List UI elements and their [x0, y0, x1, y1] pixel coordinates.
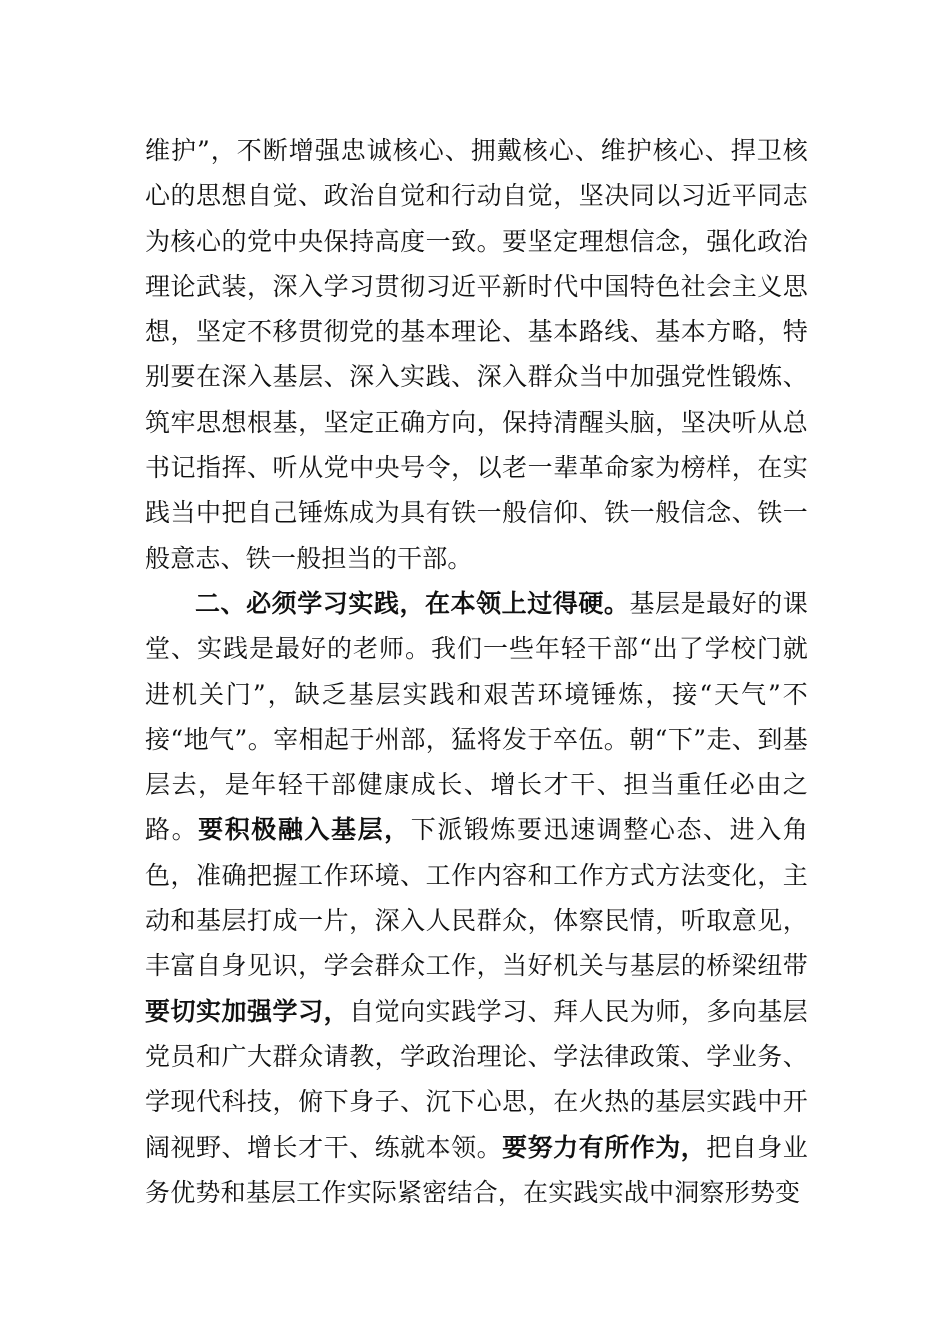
- bold-phrase-3: 要努力有所作为，: [502, 1132, 707, 1162]
- paragraph-1-text: 维护”，不断增强忠诚核心、拥戴核心、维护核心、捍卫核心的思想自觉、政治自觉和行动自觉，坚决同以习近平同志为核心的党中央保持高度一致。要坚定理想信念，强化政治理论武装，深入学习贯彻习近平新时代中国特色社会主义思想，坚定不移贯彻党的基本理论、基本路线、基本方略，特别要在深入基层、深入实践、深入群众当中加强党性锻炼、筑牢思想根基，坚定正确方向，保持清醒头脑，坚决听从总书记指挥、听从党中央号令，以老一辈革命家为榜样，在实践当中把自己锤炼成为具有铁一般信仰、铁一般信念、铁一般意志、铁一般担当的干部。: [145, 136, 808, 573]
- document-body: [145, 128, 808, 1215]
- paragraph-1: [145, 128, 808, 581]
- paragraph-2-text-4: 把自身业务优势和基层工作实际紧密结合，在实践实战中洞察形势变: [145, 1132, 808, 1207]
- paragraph-2-text-2: 下派锻炼要迅速调整心态、进入角色，准确把握工作环境、工作内容和工作方式方法变化，主动和基层打成一片，深入人民群众，体察民情，听取意见，丰富自身见识，学会群众工作，当好机关与基层的桥梁纽带: [145, 815, 808, 981]
- paragraph-2-text-3: 自觉向实践学习、拜人民为师，多向基层党员和广大群众请教，学政治理论、学法律政策、学业务、学现代科技，俯下身子、沉下心思，在火热的基层实践中开阔视野、增长才干、练就本领。: [145, 996, 808, 1162]
- bold-phrase-2: 要切实加强学习，: [145, 996, 350, 1026]
- section-heading: 二、必须学习实践，在本领上过得硬。: [195, 588, 630, 618]
- bold-phrase-1: 要积极融入基层，: [198, 815, 411, 845]
- paragraph-2: [145, 581, 808, 1215]
- paragraph-2-text-1: 基层是最好的课堂、实践是最好的老师。我们一些年轻干部“出了学校门就进机关门”，缺乏基层实践和艰苦环境锤炼，接“天气”不接“地气”。宰相起于州部，猛将发于卒伍。朝“下”走、到基层去，是年轻干部健康成长、增长才干、担当重任必由之路。: [145, 588, 808, 845]
